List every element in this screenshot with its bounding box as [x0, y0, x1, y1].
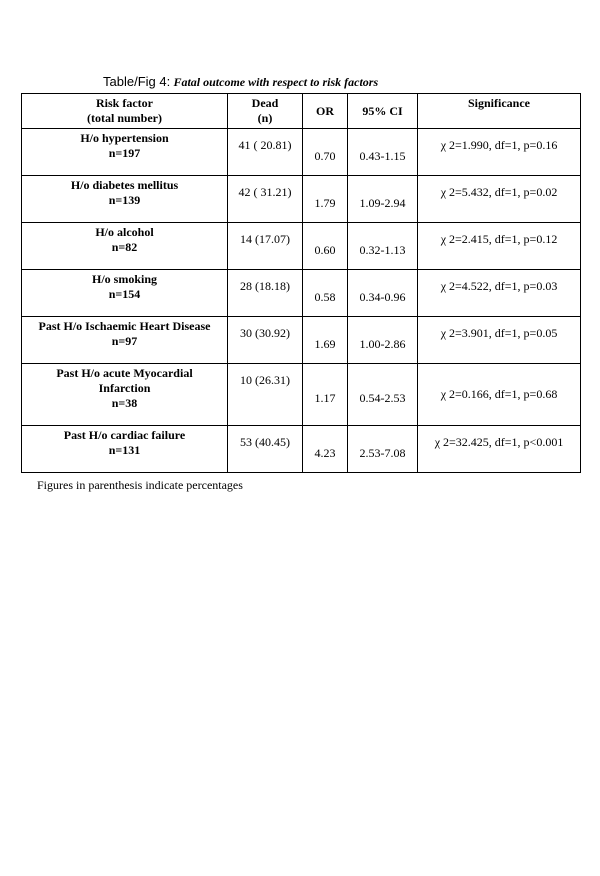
ci-cell: 0.34-0.96: [348, 270, 418, 317]
table-footnote: Figures in parenthesis indicate percentages: [37, 478, 243, 492]
header-or: OR: [303, 94, 348, 129]
ci-cell: 0.54-2.53: [348, 364, 418, 426]
dead-cell: 41 ( 20.81): [228, 129, 303, 176]
ci-cell: 1.09-2.94: [348, 176, 418, 223]
or-cell: 0.60: [303, 223, 348, 270]
dead-cell: 28 (18.18): [228, 270, 303, 317]
dead-cell: 30 (30.92): [228, 317, 303, 364]
significance-cell: χ 2=4.522, df=1, p=0.03: [418, 270, 581, 317]
table-caption: [103, 74, 378, 90]
risk-factor-cell: Past H/o acute Myocardial Infarction n=38: [22, 364, 228, 426]
risk-factor-cell: Past H/o Ischaemic Heart Disease n=97: [22, 317, 228, 364]
or-cell: 1.79: [303, 176, 348, 223]
risk-factor-cell: H/o diabetes mellitus n=139: [22, 176, 228, 223]
risk-factor-cell: H/o smoking n=154: [22, 270, 228, 317]
header-significance: Significance: [418, 94, 581, 129]
significance-cell: χ 2=3.901, df=1, p=0.05: [418, 317, 581, 364]
significance-cell: χ 2=32.425, df=1, p<0.001: [418, 426, 581, 473]
or-cell: 1.69: [303, 317, 348, 364]
significance-cell: χ 2=0.166, df=1, p=0.68: [418, 364, 581, 426]
risk-factor-cell: Past H/o cardiac failure n=131: [22, 426, 228, 473]
or-cell: 1.17: [303, 364, 348, 426]
or-cell: 4.23: [303, 426, 348, 473]
table-header-row: [22, 94, 581, 129]
dead-cell: 42 ( 31.21): [228, 176, 303, 223]
table-row: [22, 317, 581, 364]
header-dead: Dead (n): [228, 94, 303, 129]
significance-cell: χ 2=1.990, df=1, p=0.16: [418, 129, 581, 176]
significance-cell: χ 2=2.415, df=1, p=0.12: [418, 223, 581, 270]
header-risk-factor: Risk factor (total number): [22, 94, 228, 129]
caption-label: Table/Fig 4:: [103, 74, 171, 89]
or-cell: 0.70: [303, 129, 348, 176]
table-row: [22, 176, 581, 223]
caption-title: Fatal outcome with respect to risk factors: [173, 75, 379, 89]
or-cell: 0.58: [303, 270, 348, 317]
dead-cell: 53 (40.45): [228, 426, 303, 473]
dead-cell: 10 (26.31): [228, 364, 303, 426]
dead-cell: 14 (17.07): [228, 223, 303, 270]
table-row: [22, 129, 581, 176]
ci-cell: 0.32-1.13: [348, 223, 418, 270]
table-row: [22, 364, 581, 426]
ci-cell: 0.43-1.15: [348, 129, 418, 176]
significance-cell: χ 2=5.432, df=1, p=0.02: [418, 176, 581, 223]
ci-cell: 2.53-7.08: [348, 426, 418, 473]
risk-factor-cell: H/o hypertension n=197: [22, 129, 228, 176]
table-row: [22, 270, 581, 317]
table-row: [22, 426, 581, 473]
ci-cell: 1.00-2.86: [348, 317, 418, 364]
header-ci: 95% CI: [348, 94, 418, 129]
risk-factor-table: [21, 93, 581, 473]
table-row: [22, 223, 581, 270]
risk-factor-cell: H/o alcohol n=82: [22, 223, 228, 270]
